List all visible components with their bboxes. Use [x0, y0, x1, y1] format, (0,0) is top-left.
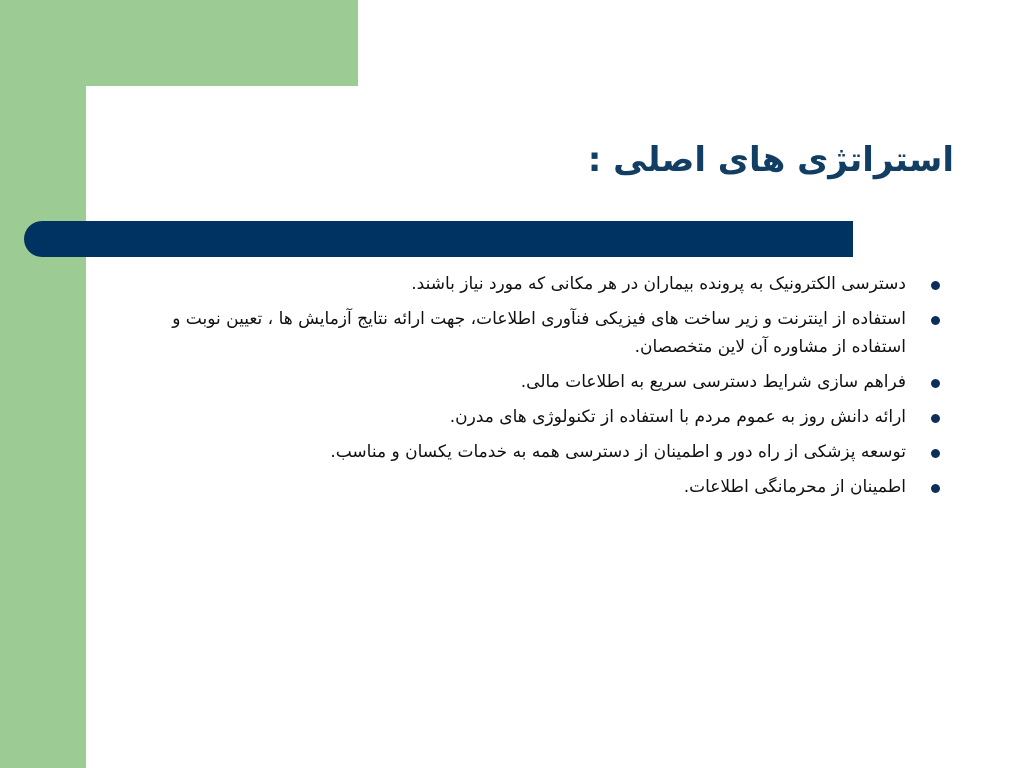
bullet-text: ارائه دانش روز به عموم مردم با استفاده از تکنولوژی های مدرن. — [449, 407, 906, 427]
green-sidebar-band — [0, 0, 86, 768]
green-top-band — [0, 0, 358, 86]
bullet-item — [126, 403, 946, 431]
bullet-text: توسعه پزشکی از راه دور و اطمینان از دسترسی همه به خدمات یکسان و مناسب. — [330, 442, 906, 462]
bullet-item — [126, 305, 946, 361]
slide-title: استراتژی های اصلی : — [587, 140, 954, 180]
bullet-text: استفاده از اینترنت و زیر ساخت های فیزیکی فنآوری اطلاعات، جهت ارائه نتایج آزمایش ها ، تعیین نوبت و استفاده از مشاوره آن لاین متخصصان. — [172, 309, 906, 357]
bullet-item — [126, 270, 946, 298]
title-divider-bar — [24, 221, 853, 257]
bullet-dot-icon — [931, 316, 940, 325]
bullet-text: فراهم سازی شرایط دسترسی سریع به اطلاعات مالی. — [520, 372, 906, 392]
bullet-dot-icon — [931, 379, 940, 388]
bullet-dot-icon — [931, 484, 940, 493]
bullet-list — [126, 270, 946, 508]
bullet-item — [126, 368, 946, 396]
bullet-dot-icon — [931, 281, 940, 290]
title-divider-bar-end — [846, 224, 853, 254]
bullet-item — [126, 473, 946, 501]
bullet-text: دسترسی الکترونیک به پرونده بیماران در هر مکانی که مورد نیاز باشند. — [411, 274, 906, 294]
bullet-item — [126, 438, 946, 466]
bullet-dot-icon — [931, 449, 940, 458]
bullet-dot-icon — [931, 414, 940, 423]
bullet-text: اطمینان از محرمانگی اطلاعات. — [683, 477, 906, 497]
rounded-corner-panel — [86, 86, 166, 166]
